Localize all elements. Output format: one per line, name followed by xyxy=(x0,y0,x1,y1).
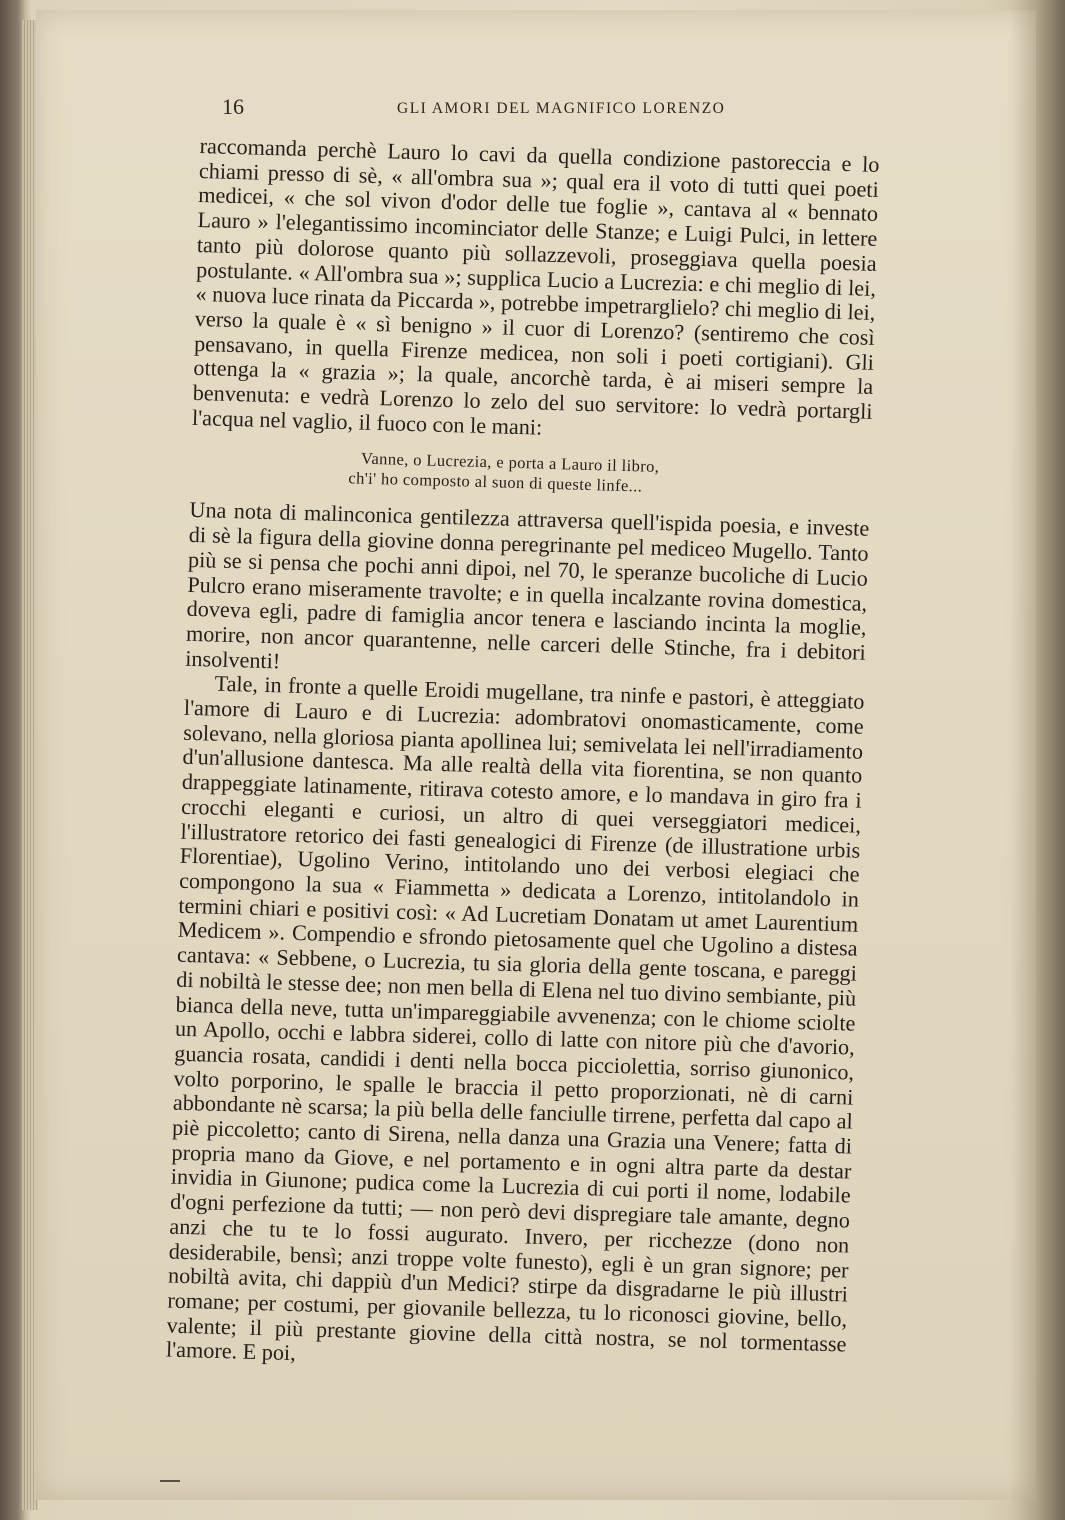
page-header xyxy=(222,94,892,124)
binding-shadow xyxy=(1010,0,1065,1520)
paragraph-3: Tale, in fronte a quelle Eroidi mugellane, tra ninfe e pastori, è atteggiato l'amore di Lauro e di Lucrezia: adombratovi onomasticamente, come solevano, nella gloriosa pianta apollinea lui; semivelata lei nell'irradiamento d'un'allusione dantesca. Ma alle realtà della vita fiorentina, se non quanto drappeggiate latinamente, ritirava cotesto amore, e lo mandava in giro fra i crocchi eleganti e curiosi, un altro di quei verseggiatori medicei, l'illustratore retorico dei fasti genealogici di Firenze (de illustratione urbis Florentiae), Ugolino Verino, intitolando uno dei verbosi elegiaci che compongono la sua « Fiammetta » dedicata a Lorenzo, intitolandolo in termini chiari e positivi così: « Ad Lucretiam Donatam ut amet Laurentium Medicem ». Compendio e sfrondo pietosamente quel che Ugolino a distesa cantava: « Sebbene, o Lucrezia, tu sia gloria della gente toscana, e pareggi di nobiltà le stesse dee; non men bella di Elena nel tuo divino sembiante, più bianca della neve, tutta un'impareggiabile avvenenza; con le chiome sciolte un Apollo, occhi e labbra siderei, collo di latte con nitore più che d'avorio, guancia rosata, candidi i denti nella bocca picciolettia, sorriso giunonico, volto porporino, le spalle le braccia il petto proporzionati, nè di carni abbondante nè scarsa; la più bella delle fanciulle tirrene, perfetta dal capo al piè piccoletto; canto di Sirena, nella danza una Grazia una Venere; fatta di propria mano da Giove, e nel portamento e in ogni altra parte da destar invidia in Giunone; pudica come la Lucrezia di cui porti il nome, lodabile d'ogni perfezione da tutti; — non però devi dispregiare tale amante, degno anzi che tu te lo fossi augurato. Invero, per ricchezze (dono non desiderabile, bensì; anzi troppe volte funesto), egli è un gran signore; per nobiltà avita, chi dappiù d'un Medici? stirpe da disgradarne le più illustri romane; per costumi, per giovanile bellezza, tu lo riconosci giovine, bello, valente; il più prestante giovine della città nostra, se nol tormentasse l'amore. E poi, xyxy=(165,670,865,1366)
paragraph-2: Una nota di malinconica gentilezza attraversa quell'ispida poesia, e investe di sè la figura della giovine donna peregrinante pel mediceo Mugello. Tanto più se si pensa che pochi anni dipoi, nel 70, le speranze bucoliche di Lucio Pulcro erano miseramente travolte; e in quella incalzante rovina domestica, doveva egli, padre di famiglia ancor tenera e lasciando incinta la moglie, morire, non ancor quarantenne, nelle carceri delle Stinche, fra i debitori insolventi! xyxy=(185,497,870,674)
bottom-mark xyxy=(160,1480,180,1482)
running-head: GLI AMORI DEL MAGNIFICO LORENZO xyxy=(397,100,726,117)
body-text xyxy=(166,134,880,1382)
verse-quote xyxy=(348,449,871,503)
quote-line-1: Vanne, o Lucrezia, e porta a Lauro il libro, xyxy=(360,449,660,477)
page-number: 16 xyxy=(222,94,244,119)
quote-line-2: ch'i' ho composto al suon di queste linfe... xyxy=(348,468,643,496)
paragraph-1: raccomanda perchè Lauro lo cavi da quella condizione pastoreccia e lo chiami presso di sè, « all'ombra sua »; qual era il voto di tutti quei poeti medicei, « che sol vivon d'odor delle tue foglie », cantava al « bennato Lauro » l'elegantissimo incominciator delle Stanze; e Luigi Pulci, in lettere tanto più dolorose quanto più sollazzevoli, proseggiava quella poesia postulante. « All'ombra sua »; supplica Lucio a Lucrezia: e chi meglio di lei, « nuova luce rinata da Piccarda », potrebbe impetrarglielo? chi meglio di lei, verso la quale è « sì benigno » il cuor di Lorenzo? (sentiremo che così pensavano, in quella Firenze medicea, non soli i poeti cortigiani). Gli ottenga la « grazia »; la quale, ancorchè tarda, è ai miseri sempre la benvenuta: e vedrà Lorenzo lo zelo del suo servitore: lo vedrà portargli l'acqua nel vaglio, il fuoco con le mani: xyxy=(191,133,880,440)
